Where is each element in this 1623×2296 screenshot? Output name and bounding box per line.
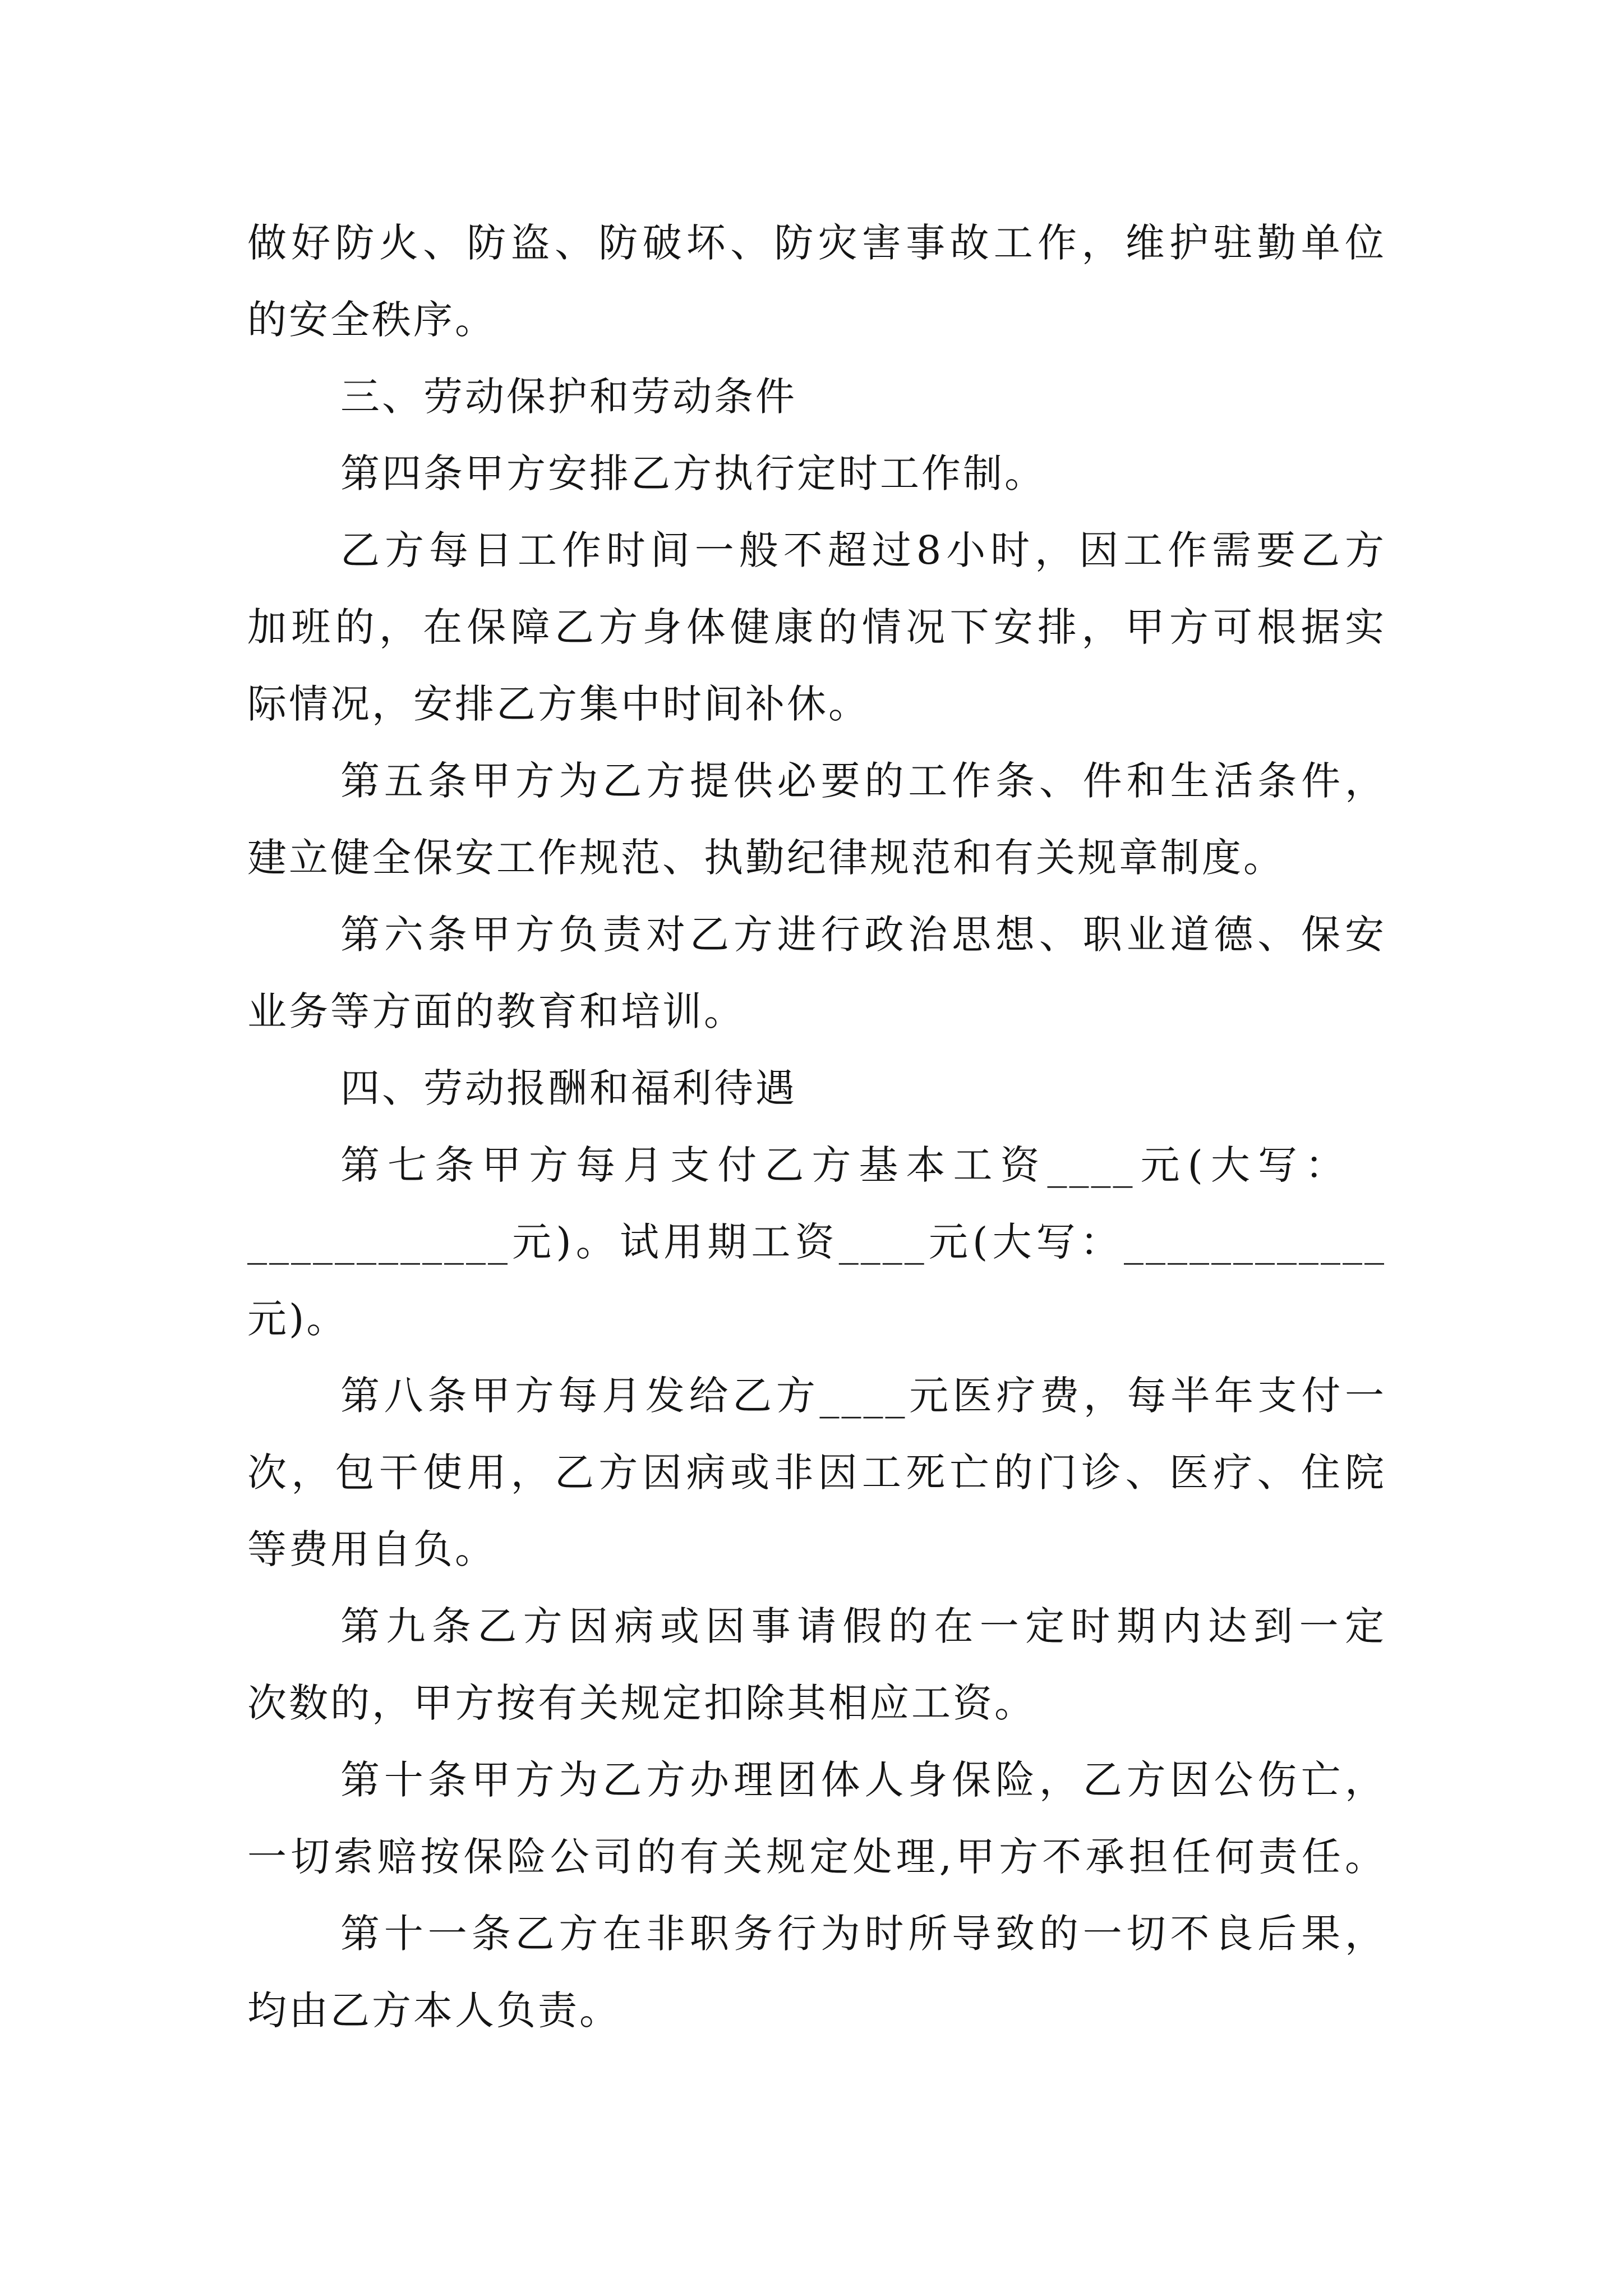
text-line: 做好防火、防盗、防破坏、防灾害事故工作，维护驻勤单位 — [247, 220, 1386, 266]
paragraph-article-8 — [247, 1358, 1386, 1588]
paragraph-article-7 — [247, 1127, 1386, 1358]
text-line: 次，包干使用，乙方因病或非因工死亡的门诊、医疗、住院 — [247, 1450, 1386, 1496]
text-line: 第十条甲方为乙方办理团体人身保险，乙方因公伤亡， — [340, 1757, 1386, 1803]
text-line: 际情况，安排乙方集中时间补休。 — [247, 681, 870, 727]
section-heading-remuneration — [247, 1050, 1386, 1127]
text-line: 均由乙方本人负责。 — [247, 1987, 621, 2033]
text-line: 等费用自负。 — [247, 1526, 496, 1572]
text-line: 元)。 — [247, 1296, 348, 1342]
text-line: 第八条甲方每月发给乙方____元医疗费，每半年支付一 — [340, 1373, 1386, 1419]
paragraph-continued — [247, 205, 1386, 358]
section-heading: 四、劳动报酬和福利待遇 — [340, 1065, 797, 1111]
text-line: 业务等方面的教育和培训。 — [247, 988, 745, 1034]
paragraph-article-6 — [247, 896, 1386, 1050]
section-heading-labor-protection — [247, 358, 1386, 435]
text-line: 第七条甲方每月支付乙方基本工资____元(大写： — [340, 1142, 1347, 1188]
section-heading: 三、劳动保护和劳动条件 — [340, 374, 797, 420]
paragraph-article-5 — [247, 743, 1386, 896]
text-line: 建立健全保安工作规范、执勤纪律规范和有关规章制度。 — [247, 835, 1285, 881]
text-line: 第四条甲方安排乙方执行定时工作制。 — [340, 450, 1046, 496]
paragraph-article-10 — [247, 1742, 1386, 1895]
paragraph-article-4 — [247, 435, 1386, 512]
text-line: 一切索赔按保险公司的有关规定处理,甲方不承担任何责任。 — [247, 1834, 1386, 1880]
text-line: 第五条甲方为乙方提供必要的工作条、件和生活条件， — [340, 758, 1386, 804]
text-line: 第六条甲方负责对乙方进行政治思想、职业道德、保安 — [340, 912, 1386, 958]
text-line: 第九条乙方因病或因事请假的在一定时期内达到一定 — [340, 1603, 1386, 1649]
text-line: 乙方每日工作时间一般不超过8小时，因工作需要乙方 — [340, 527, 1386, 573]
text-line: 次数的，甲方按有关规定扣除其相应工资。 — [247, 1680, 1036, 1726]
text-line: ____________元)。试用期工资____元(大写：____________ — [247, 1219, 1386, 1265]
text-line: 加班的，在保障乙方身体健康的情况下安排，甲方可根据实 — [247, 604, 1386, 650]
paragraph-working-hours — [247, 512, 1386, 743]
paragraph-article-9 — [247, 1588, 1386, 1742]
text-line: 第十一条乙方在非职务行为时所导致的一切不良后果， — [340, 1911, 1386, 1957]
document-body — [247, 205, 1386, 2049]
paragraph-article-11 — [247, 1895, 1386, 2049]
text-line: 的安全秩序。 — [247, 297, 496, 343]
